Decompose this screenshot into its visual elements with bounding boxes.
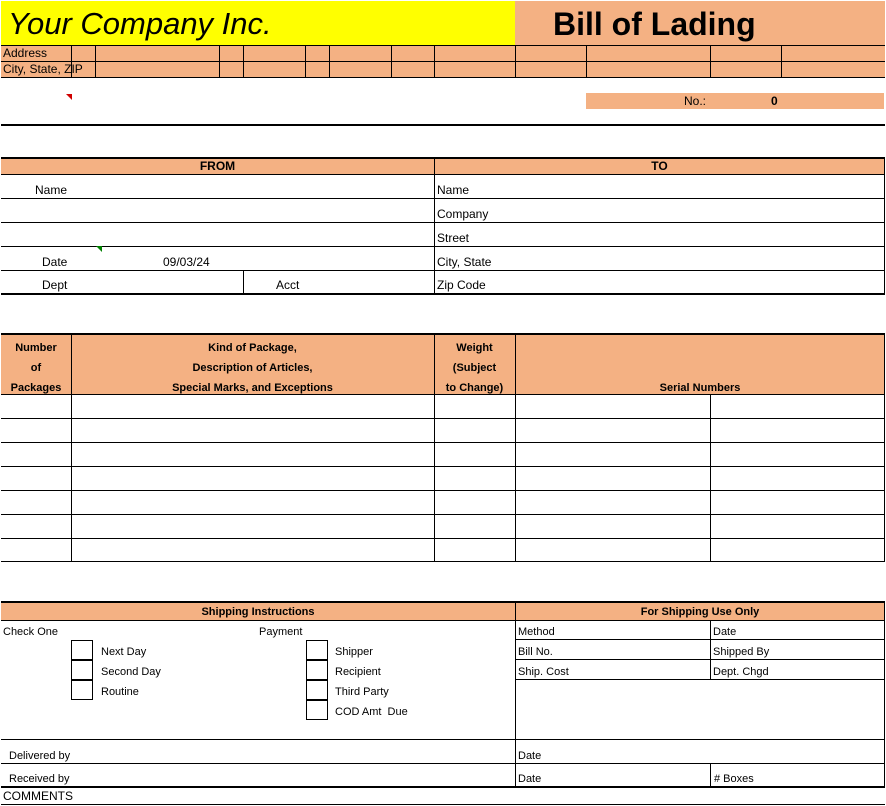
method-label: Method <box>518 626 555 638</box>
col-number-line2: of <box>30 362 42 374</box>
from-date-label: Date <box>42 255 68 269</box>
number-label: No.: <box>684 94 707 108</box>
check-one-label: Check One <box>3 626 59 638</box>
received-by-label: Received by <box>9 773 70 785</box>
boxes-label: # Boxes <box>714 773 754 785</box>
ship-cost-label: Ship. Cost <box>518 666 569 678</box>
to-heading: TO <box>651 159 668 173</box>
col-weight-line3: to Change) <box>445 382 504 394</box>
cod-checkbox[interactable] <box>306 700 328 720</box>
to-city-state-label: City, State <box>437 255 492 269</box>
cell-marker <box>96 246 102 252</box>
shipping-instructions-heading: Shipping Instructions <box>201 606 315 618</box>
col-serial-numbers: Serial Numbers <box>659 382 741 394</box>
col-weight-line1: Weight <box>456 342 493 354</box>
from-heading: FROM <box>199 159 236 173</box>
from-name-label: Name <box>35 183 68 197</box>
delivered-date-label: Date <box>518 750 542 762</box>
payment-label: Payment <box>259 626 303 638</box>
col-number-line1: Number <box>15 342 57 354</box>
third-party-checkbox[interactable] <box>306 680 328 700</box>
bill-no-label: Bill No. <box>518 646 553 658</box>
next-day-label: Next Day <box>101 646 147 658</box>
number-field[interactable] <box>586 93 884 109</box>
second-day-checkbox[interactable] <box>71 660 93 680</box>
address-label: Address <box>3 46 48 60</box>
cod-amount-due-label: COD Amt Due <box>335 706 408 718</box>
office-date-label: Date <box>713 626 737 638</box>
delivered-by-label: Delivered by <box>9 750 71 762</box>
shipper-checkbox[interactable] <box>306 640 328 660</box>
from-date-value[interactable]: 09/03/24 <box>163 255 210 269</box>
document-title: Bill of Lading <box>553 6 756 42</box>
comments-label: COMMENTS <box>3 789 73 803</box>
third-party-label: Third Party <box>335 686 389 698</box>
col-number-line3: Packages <box>10 382 62 394</box>
number-value: 0 <box>771 94 778 108</box>
shipper-label: Shipper <box>335 646 373 658</box>
recipient-label: Recipient <box>335 666 381 678</box>
col-kind-line1: Kind of Package, <box>208 342 297 354</box>
col-kind-line3: Special Marks, and Exceptions <box>172 382 333 394</box>
from-acct-label: Acct <box>276 278 300 292</box>
to-street-label: Street <box>437 231 470 245</box>
received-date-label: Date <box>518 773 542 785</box>
dept-chgd-label: Dept. Chgd <box>713 666 769 678</box>
recipient-checkbox[interactable] <box>306 660 328 680</box>
office-use-heading: For Shipping Use Only <box>640 606 760 618</box>
to-zip-label: Zip Code <box>437 278 486 292</box>
next-day-checkbox[interactable] <box>71 640 93 660</box>
from-dept-label: Dept <box>42 278 68 292</box>
to-company-label: Company <box>437 207 489 221</box>
routine-label: Routine <box>101 686 139 698</box>
comment-marker <box>66 94 72 100</box>
col-weight-line2: (Subject <box>452 362 497 374</box>
to-name-label: Name <box>437 183 470 197</box>
routine-checkbox[interactable] <box>71 680 93 700</box>
shipped-by-label: Shipped By <box>713 646 770 658</box>
col-kind-line2: Description of Articles, <box>192 362 313 374</box>
company-name: Your Company Inc. <box>8 6 272 41</box>
city-state-zip-label: City, State, ZIP <box>3 62 83 76</box>
second-day-label: Second Day <box>101 666 161 678</box>
